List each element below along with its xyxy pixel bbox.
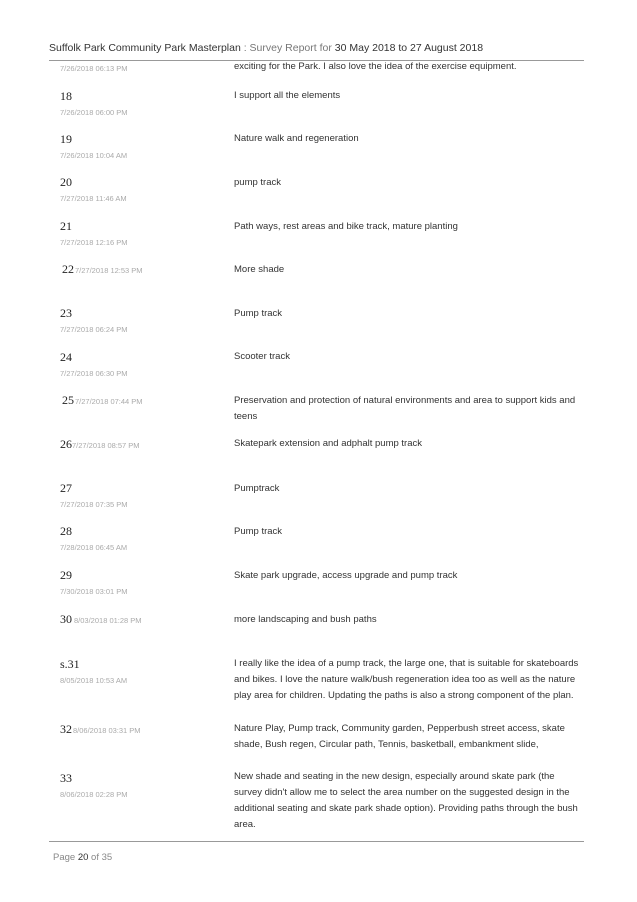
- entry-number: 20: [60, 175, 72, 189]
- entry-number: 19: [60, 132, 72, 146]
- entry-response: I support all the elements: [234, 90, 341, 101]
- entry-date: 7/27/2018 07:44 PM: [75, 397, 143, 406]
- footer-divider: [49, 841, 584, 842]
- current-page: 20: [77, 852, 89, 863]
- entry-date: 7/26/2018 06:00 PM: [60, 108, 128, 117]
- entry-date: 7/27/2018 06:30 PM: [60, 369, 128, 378]
- entry-date: 8/06/2018 03:31 PM: [73, 726, 141, 735]
- of-label: of: [88, 852, 102, 863]
- entry-response: Nature Play, Pump track, Community garden, Pepperbush street access, skate shade, Bush regen, Circular path, Tennis, basketball, embankment slide,: [234, 723, 565, 750]
- entry-response: Preservation and protection of natural environments and area to support kids and teens: [234, 395, 576, 422]
- entry-number: 25: [62, 393, 74, 407]
- total-pages: 35: [101, 852, 113, 863]
- entry-date: 8/05/2018 10:53 AM: [60, 676, 128, 685]
- entry-date: 7/27/2018 12:53 PM: [75, 266, 143, 275]
- entry-response: Pumptrack: [234, 483, 280, 494]
- entry-number: s.31: [60, 657, 80, 671]
- entry-number: 29: [60, 568, 72, 582]
- entry-number: 22: [62, 262, 74, 276]
- entry-number: 24: [60, 350, 72, 364]
- entry-response: more landscaping and bush paths: [234, 614, 377, 625]
- page-footer: [53, 852, 112, 863]
- report-title: Suffolk Park Community Park Masterplan: [49, 42, 241, 54]
- entry-date: 7/30/2018 03:01 PM: [60, 587, 128, 596]
- entry-response: More shade: [234, 264, 285, 275]
- entry-response: Pump track: [234, 308, 283, 319]
- entry-number: 33: [60, 771, 72, 785]
- entry-number: 27: [60, 481, 72, 495]
- page-header: [49, 42, 483, 54]
- entry-date: 7/27/2018 12:16 PM: [60, 238, 128, 247]
- entry-response: Skate park upgrade, access upgrade and pump track: [234, 570, 458, 581]
- entry-response: Skatepark extension and adphalt pump track: [234, 438, 423, 449]
- entry-date: 8/06/2018 02:28 PM: [60, 790, 128, 799]
- page-label: Page: [53, 852, 78, 863]
- report-subtitle: : Survey Report for: [240, 42, 332, 54]
- entry-number: 26: [60, 437, 72, 451]
- entry-response: I really like the idea of a pump track, the large one, that is suitable for skateboards and bikes. I love the nature walk/bush regeneration idea too as well as the nature play area for children. Updating the paths is also a strong component of the plan.: [234, 658, 579, 701]
- entry-response: New shade and seating in the new design, especially around skate park (the survey didn't allow me to select the area number on the suggested design in the additional seating and skate park shade option). Providing paths through the bush area.: [234, 771, 578, 830]
- entry-number: 30: [60, 612, 72, 626]
- entry-response: Scooter track: [234, 351, 290, 362]
- entry-number: 21: [60, 219, 72, 233]
- entry-date: 8/03/2018 01:28 PM: [74, 616, 142, 625]
- entry-response: Path ways, rest areas and bike track, mature planting: [234, 221, 458, 232]
- entry-date: 7/27/2018 07:35 PM: [60, 500, 128, 509]
- entry-number: 18: [60, 89, 72, 103]
- entry-date: 7/28/2018 06:45 AM: [60, 543, 128, 552]
- entry-number: 28: [60, 524, 72, 538]
- entry-response: Pump track: [234, 526, 283, 537]
- entry-date: 7/26/2018 10:04 AM: [60, 151, 128, 160]
- entry-number-value: 31: [67, 657, 80, 671]
- entry-prefix: s: [60, 657, 65, 671]
- carryover-date: 7/26/2018 06:13 PM: [60, 64, 128, 73]
- report-date-range: 30 May 2018 to 27 August 2018: [331, 42, 484, 54]
- entry-response: Nature walk and regeneration: [234, 133, 359, 144]
- entry-date: 7/27/2018 08:57 PM: [72, 441, 140, 450]
- entry-number: 32: [60, 722, 72, 736]
- carryover-response: exciting for the Park. I also love the idea of the exercise equipment.: [234, 61, 517, 72]
- entry-response: pump track: [234, 177, 281, 188]
- entry-date: 7/27/2018 06:24 PM: [60, 325, 128, 334]
- entry-number: 23: [60, 306, 72, 320]
- entry-date: 7/27/2018 11:46 AM: [60, 194, 127, 203]
